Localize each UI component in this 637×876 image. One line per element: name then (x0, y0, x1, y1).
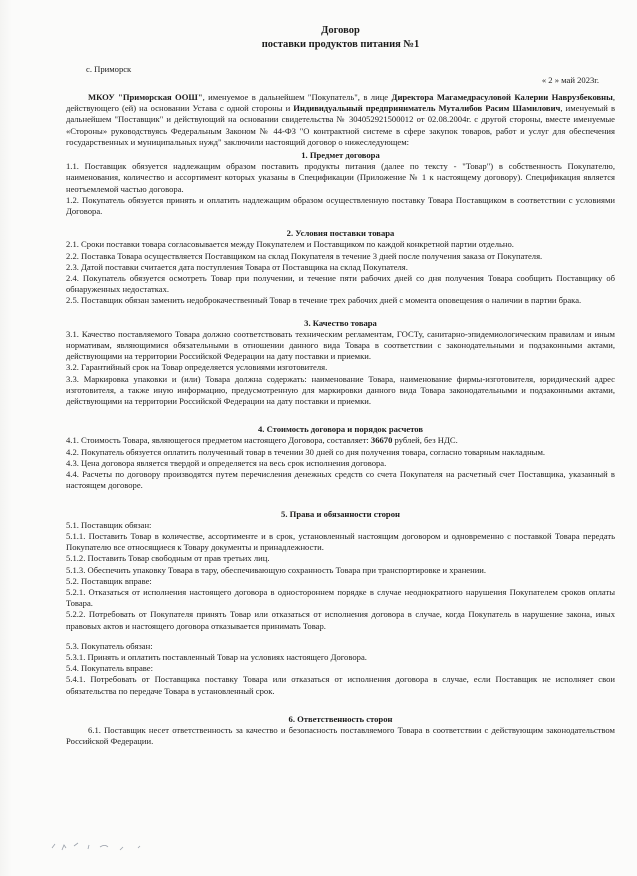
contract-place: с. Приморск (86, 64, 132, 74)
document-title: Договор (321, 25, 360, 36)
buyer-representative: Директора Магамедрасуловой Калерии Наврузбековны (391, 92, 613, 102)
clause-6-1: 6.1. Поставщик несет ответственность за качество и безопасность поставляемого Товара в соответствии с действующим законодательством Российской Федерации. (66, 724, 615, 747)
preamble-text-1: , именуемое в дальнейшем "Покупатель", в лице (202, 92, 392, 102)
clause-1-1: 1.1. Поставщик обязуется надлежащим образом поставить продукты питания (далее по тексту - "Товар") в собственность Покупателю, наименования, количество и ассортимент которых указаны в Спецификации (Приложение № 1 к настоящему договору). Спецификация является неотъемлемой частью договора. (66, 161, 615, 194)
contract-date: « 2 » май 2023г. (541, 75, 599, 85)
clause-5-1-1: 5.1.1. Поставить Товар в количестве, ассортименте и в срок, установленный настоящим договором и одновременно с поставкой Товара передать Покупателю все относящиеся к Товару документы и принадлежности. (66, 530, 615, 553)
clause-4-1-text: 4.1. Стоимость Товара, являющегося предметом настоящего Договора, составляет: (66, 435, 371, 446)
clause-2-1: 2.1. Сроки поставки товара согласовывается между Покупателем и Поставщиком по каждой конкретной партии отдельно. (66, 239, 514, 250)
section-2-title: 2. Условия поставки товара (286, 228, 395, 239)
clause-5-1: 5.1. Поставщик обязан: (66, 519, 152, 530)
clause-5-4-1: 5.4.1. Потребовать от Поставщика поставку Товара или отказаться от исполнения договора в случае, если Поставщик не исполняет свои обязательства по передаче Товара в установленный срок. (66, 674, 615, 696)
clause-2-2: 2.2. Поставка Товара осуществляется Поставщиком на склад Покупателя в течение 3 дней после получения заказа от Покупателя. (66, 250, 543, 261)
preamble-text-3: , именуемый в дальнейшем "Поставщик" и действующий на основании свидетельства № 304052921500012 от 02.08.2004г. с другой стороны, вместе именуемые «Стороны» руководствуясь Федеральным Законом № 44-ФЗ "О контрактной системе в сфере закупок товаров, работ и услуг для обеспечения государственных и муниципальных нужд" заключили настоящий договор о нижеследующем: (66, 103, 616, 147)
section-5-title: 5. Права и обязанности сторон (281, 508, 400, 519)
clause-5-1-3: 5.1.3. Обеспечить упаковку Товара в тару, обеспечивающую сохранность Товара при транспортировке и хранении. (66, 564, 487, 575)
place-date-row (66, 64, 615, 92)
preamble-text-2: , действующего (ей) на основании Устава с одной стороны и (66, 92, 615, 114)
buyer-name: МКОУ "Приморская ООШ" (88, 92, 203, 102)
clause-4-4: 4.4. Расчеты по договору производятся путем перечисления денежных средств со счета Покупателя на расчетный счет Поставщика, указанный в настоящем договоре. (66, 469, 615, 491)
scan-artifact-marks (48, 824, 168, 854)
section-4-title: 4. Стоимость договора и порядок расчетов (257, 424, 424, 435)
clause-5-2-1: 5.2.1. Отказаться от исполнения настоящего договора в одностороннем порядке в случае неоднократного нарушения Покупателем сроков оплаты Товара. (66, 586, 615, 609)
clause-4-1 (66, 435, 615, 446)
clause-5-3-1: 5.3.1. Принять и оплатить поставленный Товар на условиях настоящего Договора. (66, 651, 367, 662)
clause-5-1-2: 5.1.2. Поставить Товар свободным от прав третьих лиц. (66, 553, 270, 564)
clause-2-5: 2.5. Поставщик обязан заменить недоброкачественный Товар в течение трех рабочих дней с момента оповещения о наличии в партии брака. (66, 295, 582, 306)
clause-4-3: 4.3. Цена договора является твердой и определяется на весь срок исполнения договора. (66, 457, 387, 468)
clause-1-2: 1.2. Покупатель обязуется принять и оплатить надлежащим образом осуществленную поставку Товара Поставщиком в соответствии с условиями Договора. (66, 194, 615, 217)
contract-amount: 36670 (370, 435, 393, 446)
clause-5-2-2: 5.2.2. Потребовать от Покупателя принять Товар или отказаться от исполнения договора в случае, когда Покупатель в нарушение закона, иных правовых актов и настоящего договора отказывается принимать Товар. (66, 609, 615, 631)
section-3-title: 3. Качество товара (304, 317, 377, 328)
clause-3-2: 3.2. Гарантийный срок на Товар определяется условиями изготовителя. (66, 362, 328, 373)
clause-3-3: 3.3. Маркировка упаковки и (или) Товара должна содержать: наименование Товара, наименование фирмы-изготовителя, юридический адрес изготовителя, а также иную информацию, предусмотренную для маркировки данного вида Товара законодательными и подзаконными актами, действующими на территории Российской Федерации на дату поставки и приемки. (66, 373, 615, 407)
clause-2-3: 2.3. Датой поставки считается дата поступления Товара от Поставщика на склад Покупателя. (66, 261, 408, 272)
section-1-title: 1. Предмет договора (301, 150, 380, 161)
clause-5-4: 5.4. Покупатель вправе: (66, 663, 153, 674)
preamble (66, 92, 615, 148)
clause-5-2: 5.2. Поставщик вправе: (66, 575, 152, 586)
clause-2-4: 2.4. Покупатель обязуется осмотреть Товар при получении, и течение пяти рабочих дней со дня получения Товара сообщить Поставщику об обнаруженных недостатках. (66, 273, 615, 295)
clause-5-3: 5.3. Покупатель обязан: (66, 640, 153, 651)
document-subtitle: поставки продуктов питания №1 (261, 39, 420, 50)
clause-4-1-currency: рублей, без НДС. (392, 435, 458, 446)
clause-3-1: 3.1. Качество поставляемого Товара должно соответствовать техническим регламентам, ГОСТу, санитарно-эпидемиологическим правилам и иным нормативам, являющимися обязательными в отношении данного вида Товара в соответствии с законодательными и подзаконными актами, действующими на территории Российской Федерации на дату поставки и приемки. (66, 328, 615, 362)
section-6-title: 6. Ответственность сторон (288, 713, 393, 724)
clause-4-2: 4.2. Покупатель обязуется оплатить полученный товар в течении 30 дней со дня получения товара, согласно товарным накладным. (66, 446, 546, 457)
document-header (66, 24, 615, 52)
supplier-name: Индивидуальный предприниматель Муталибов Расим Шамилович (293, 103, 561, 114)
